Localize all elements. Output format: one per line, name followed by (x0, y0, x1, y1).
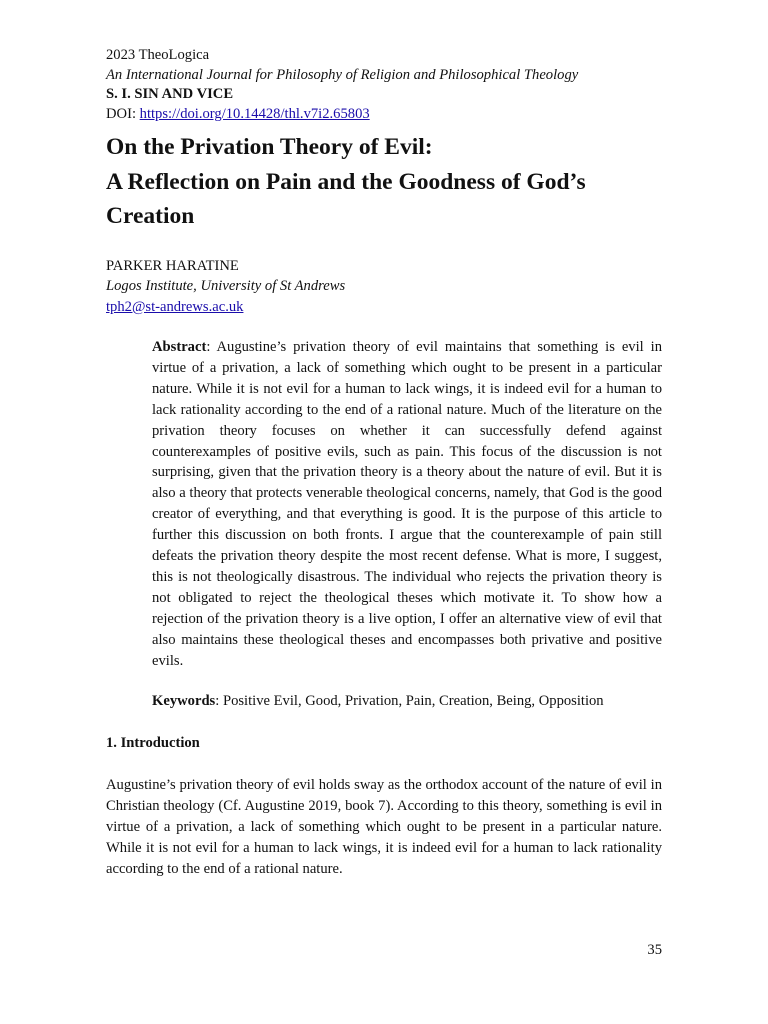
page-number: 35 (647, 942, 662, 958)
abstract-label: Abstract (152, 339, 207, 355)
author-affiliation: Logos Institute, University of St Andrews (106, 278, 346, 294)
abstract-text: : Augustine’s privation theory of evil maintains that something is evil in virtue of a privation, a lack of something which ought to be present in a particular nature. While it is not evil for a human to lack wings, it is indeed evil for a human to lack rationality according to the end of a rational nature. Much of the literature on the privation theory focuses on whether it can successfully defend against counterexamples of positive evils, such as pain. This focus of the discussion is not surprising, given that the privation theory is a theory about the nature of evil. But it is also a theory that protects venerable theological concerns, namely, that God is the good creator of everything, and that everything is good. It is the purpose of this article to further this discussion on both fronts. I argue that the counterexample of pain still defeats the privation theory despite the most recent defense. What is more, I suggest, this is not theologically disastrous. The individual who rejects the privation theory is not obligated to reject the theological theses which motivate it. To show how a rejection of the privation theory is a live option, I offer an alternative view of evil that also maintains these theological theses and encompasses both privative and positive evils. (152, 339, 662, 669)
article-page (106, 46, 662, 880)
author-email-link[interactable]: tph2@st-andrews.ac.uk (106, 298, 244, 315)
title-line-1: On the Privation Theory of Evil: (106, 134, 433, 160)
doi-line (106, 105, 662, 125)
abstract (152, 337, 662, 672)
doi-link[interactable]: https://doi.org/10.14428/thl.v7i2.65803 (139, 105, 370, 122)
journal-header (106, 46, 662, 124)
article-title (106, 130, 662, 234)
keywords-label: Keywords (152, 692, 216, 709)
title-line-3: Creation (106, 203, 195, 229)
special-issue: S. I. SIN AND VICE (106, 86, 234, 102)
title-line-2: A Reflection on Pain and the Goodness of God’s (106, 168, 586, 195)
keywords-text: : Positive Evil, Good, Privation, Pain, Creation, Being, Opposition (215, 692, 604, 709)
keywords (152, 691, 662, 712)
author-name: PARKER HARATINE (106, 257, 239, 274)
introduction-paragraph: Augustine’s privation theory of evil holds sway as the orthodox account of the nature of evil in Christian theology (Cf. Augustine 2019, book 7). According to this theory, something is evil in virtue of a privation, a lack of something which ought to be present in a particular nature. While it is not evil for a human to lack wings, it is indeed evil for a human to lack rationality according to the end of a rational nature. (106, 777, 662, 878)
journal-year: 2023 TheoLogica (106, 47, 210, 63)
doi-label: DOI: (106, 105, 140, 122)
section-heading-introduction: 1. Introduction (106, 735, 200, 752)
journal-subtitle: An International Journal for Philosophy of Religion and Philosophical Theology (106, 66, 579, 83)
author-block (106, 256, 662, 318)
